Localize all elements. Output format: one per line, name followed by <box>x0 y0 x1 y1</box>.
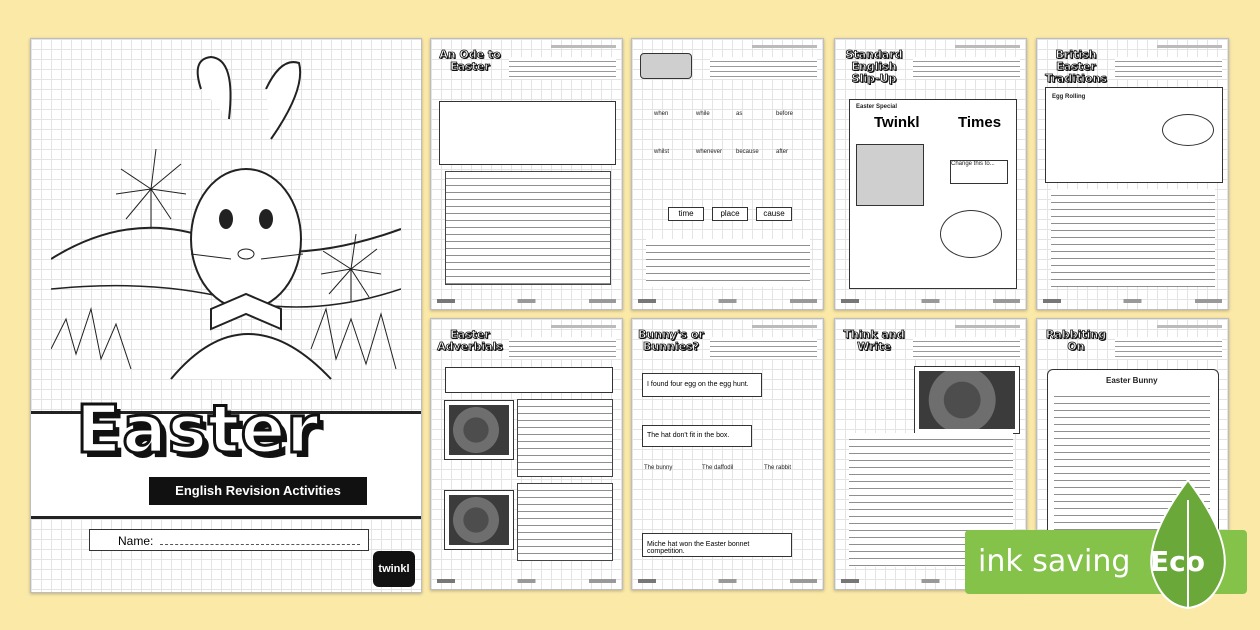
cover-page <box>30 38 422 593</box>
name-line <box>160 544 360 545</box>
word-card: after <box>776 149 789 155</box>
cover-subtitle: English Revision Activities <box>149 477 367 505</box>
worksheet-title: British Easter Traditions <box>1045 48 1107 85</box>
eco-badge: Eco <box>1150 545 1205 578</box>
twinkl-logo: twinkl <box>373 551 415 587</box>
word-card: when <box>654 111 669 117</box>
word-card: before <box>776 111 794 117</box>
concept-time: time <box>668 207 704 221</box>
worksheet-title: An Ode to Easter <box>439 48 501 73</box>
name-field <box>89 529 369 551</box>
worksheet-title: Rabbiting On <box>1045 328 1107 353</box>
name-label: Name: <box>118 534 154 548</box>
word-card: whenever <box>696 149 723 155</box>
concept-place: place <box>712 207 748 221</box>
word-card: as <box>736 111 743 117</box>
worksheet-title: Easter Adverbials <box>437 328 503 353</box>
word-card: because <box>736 149 759 155</box>
bunny-coloring-illustration <box>51 49 401 409</box>
worksheet-title: Standard English Slip-Up <box>845 48 903 85</box>
word-card: whilst <box>654 149 670 155</box>
newspaper: Easter Special Twinkl Times Change this to... <box>849 99 1017 289</box>
traditions-table <box>439 101 616 165</box>
chat-panel: Easter Bunny <box>1047 369 1219 571</box>
worksheet-slip-up <box>834 38 1027 310</box>
easter-photo <box>915 367 1019 433</box>
ink-saving-text: ink saving <box>978 544 1131 579</box>
worksheet-title: Bunny's or Bunnies? <box>638 328 704 353</box>
worksheet-ode <box>430 38 623 310</box>
worksheet-conjunctions <box>631 38 824 310</box>
rabbit-photo <box>445 401 513 459</box>
worksheet-bunnys: Bunny's or Bunnies? I found four egg on the egg hunt. The hat don't fit in the box. The bunny The daffodil The rabbit Miche hat won the Easter bonnet competition. <box>631 318 824 590</box>
sentence-box: The hat don't fit in the box. <box>642 425 752 447</box>
worksheet-title: Think and Write <box>843 328 905 353</box>
worksheet-adverbials <box>430 318 623 590</box>
worksheet-traditions <box>1036 38 1229 310</box>
poem-lines <box>445 171 611 285</box>
egg-rolling-panel: Egg Rolling <box>1045 87 1223 183</box>
concept-cause: cause <box>756 207 792 221</box>
newspaper-title-2: Times <box>958 114 1002 131</box>
newspaper-title: Twinkl <box>874 114 920 131</box>
rabbit-photo <box>445 491 513 549</box>
word-card: while <box>696 111 710 117</box>
cover-title: Easter <box>76 391 320 468</box>
sentence-box: Miche hat won the Easter bonnet competition. <box>642 533 792 557</box>
sentence-box: I found four egg on the egg hunt. <box>642 373 762 397</box>
cake-icon <box>640 53 692 79</box>
